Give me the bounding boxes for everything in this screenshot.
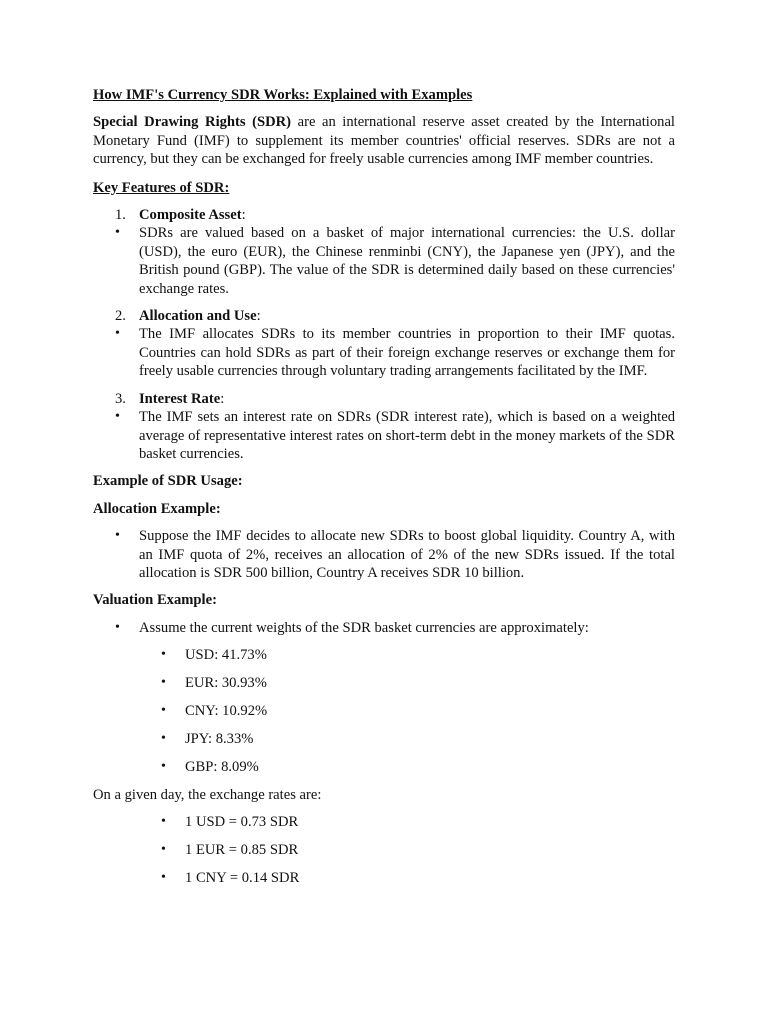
weight-text: CNY: 10.92% [185,702,268,719]
bullet-icon: • [161,814,166,830]
bullet-icon: • [161,702,166,718]
valuation-heading: Valuation Example: [93,592,217,609]
bullet-icon: • [161,730,166,746]
bullet-icon: • [161,675,166,691]
feature-bullet-text: The IMF allocates SDRs to its member countries in proportion to their IMF quotas. Countries can hold SDRs as part of their foreign exchange reserves or exchange them for freely usable currencies through voluntary trading arrangements facilitated by the IMF. [139,326,675,380]
allocation-bullet [93,527,675,582]
weight-item [93,758,675,776]
feature-title: Allocation and Use [139,308,257,325]
bullet-icon: • [161,647,166,663]
weights-list [93,646,675,776]
document-page [93,86,675,897]
key-features-heading: Key Features of SDR: [93,179,230,196]
weight-item [93,646,675,664]
bullet-icon: • [115,225,120,241]
weight-item [93,730,675,748]
bullet-icon: • [115,528,120,544]
weight-text: JPY: 8.33% [185,730,254,747]
weight-text: EUR: 30.93% [185,675,267,692]
features-list [93,206,675,463]
feature-bullets [93,224,675,298]
weight-text: GBP: 8.09% [185,758,259,775]
document-title: How IMF's Currency SDR Works: Explained with Examples [93,87,473,103]
valuation-bullet [93,619,675,637]
rate-text: 1 EUR = 0.85 SDR [185,842,299,858]
rates-list [93,813,675,887]
weight-item [93,674,675,692]
feature-title: Composite Asset [139,207,242,224]
feature-bullet [47,325,675,380]
rate-item [93,841,675,859]
feature-item [93,390,675,464]
feature-bullet-text: The IMF sets an interest rate on SDRs (SDR interest rate), which is based on a weighted average of representative interest rates on short-term debt in the money markets of the SDR basket currencies. [139,409,675,462]
valuation-bullets [93,619,675,637]
feature-bullet [47,408,675,463]
intro-paragraph [93,113,675,168]
feature-number: 3. [115,390,126,407]
feature-colon: : [220,390,225,407]
feature-item [93,206,675,298]
feature-bullet [47,224,675,298]
weight-text: USD: 41.73% [185,647,267,664]
allocation-heading: Allocation Example: [93,500,221,517]
bullet-icon: • [161,758,166,774]
bullet-icon: • [161,842,166,857]
rate-text: 1 CNY = 0.14 SDR [185,869,300,886]
bullet-icon: • [115,409,120,425]
rates-heading: On a given day, the exchange rates are: [93,786,322,803]
feature-bullet-text: SDRs are valued based on a basket of major international currencies: the U.S. dollar (USD), the euro (EUR), the Chinese renminbi (CNY), the Japanese yen (JPY), and the British pound (GBP). The value of the SDR is determined daily based on these currencies' exchange rates. [139,225,675,297]
allocation-bullets [93,527,675,582]
bullet-icon: • [115,326,120,342]
feature-number: 2. [115,308,126,325]
rate-text: 1 USD = 0.73 SDR [185,814,299,831]
valuation-bullet-text: Assume the current weights of the SDR basket currencies are approximately: [139,619,589,636]
rate-item [93,813,675,831]
intro-term: Special Drawing Rights (SDR) [93,114,292,131]
bullet-icon: • [115,619,120,635]
allocation-bullet-text: Suppose the IMF decides to allocate new SDRs to boost global liquidity. Country A, with an IMF quota of 2%, receives an allocation of 2% of the new SDRs issued. If the total allocation is SDR 500 billion, Country A receives SDR 10 billion. [139,528,675,581]
feature-bullets [93,325,675,380]
example-heading: Example of SDR Usage: [93,473,243,490]
weight-item [93,702,675,720]
bullet-icon: • [161,869,166,885]
feature-bullets [93,408,675,463]
feature-title: Interest Rate [139,390,221,407]
feature-colon: : [256,308,261,325]
feature-item [93,307,675,381]
intro-text: are an international reserve asset created by the International Monetary Fund (IMF) to supplement its member countries' official reserves. SDRs are not a currency, but they can be exchanged for freely usable currencies among IMF member countries. [93,114,675,168]
feature-colon: : [241,207,246,224]
feature-number: 1. [115,207,126,224]
rate-item [93,869,675,887]
